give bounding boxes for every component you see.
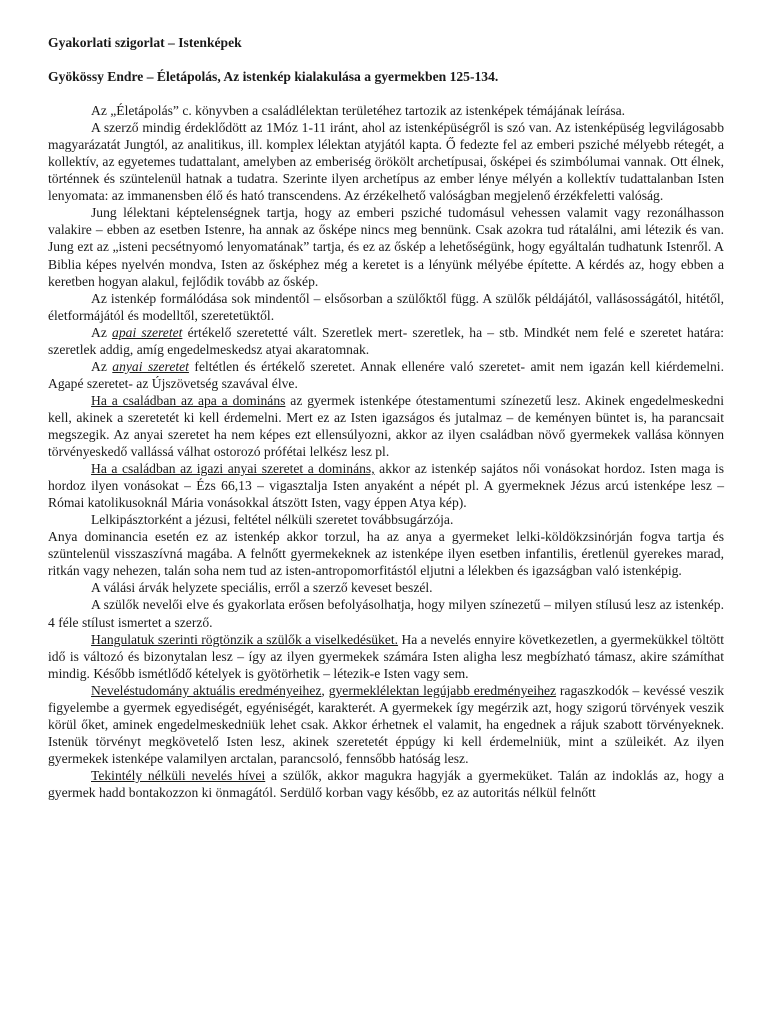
underlined-term: Ha a családban az apa a domináns bbox=[91, 392, 286, 408]
paragraph-father-love bbox=[48, 324, 724, 358]
text: a szülők, akkor magukra hagyják a gyermeküket. Talán az indoklás az, hogy a gyermek hadd bontakozzon ki önmagától. Serdülő korban vagy később, ez az autoritás nélkül felnőtt bbox=[48, 767, 724, 800]
paragraph-style-permissive bbox=[48, 767, 724, 801]
underlined-term: anyai szeretet bbox=[112, 358, 189, 374]
underlined-term: Tekintély nélküli nevelés hívei bbox=[91, 767, 266, 783]
paragraph-mother-dominant bbox=[48, 460, 724, 511]
paragraph-style-science bbox=[48, 682, 724, 767]
paragraph-styles: A szülők nevelői elve és gyakorlata erősen befolyásolhatja, hogy milyen színezetű – milyen stílusú lesz az istenkép. 4 féle stílust ismertet a szerző. bbox=[48, 597, 724, 630]
paragraph-mother-love bbox=[48, 358, 724, 392]
text: Az bbox=[91, 358, 113, 374]
document-subtitle: Gyökössy Endre – Életápolás, Az istenkép kialakulása a gyermekben 125-134. bbox=[48, 69, 499, 85]
text: értékelő szeretetté vált. Szeretlek mert- szeretlek, ha – stb. Mindkét nem felé e szeretet határa: szeretlek addig, amíg engedelmeskedsz atyai akaratomnak. bbox=[48, 324, 724, 357]
paragraph-parents: Az istenkép formálódása sok mindentől – elsősorban a szülőktől függ. A szülők példájától, vallásosságától, hitétől, életformájától és modelltől, szeretetüktől. bbox=[48, 290, 724, 323]
paragraph-style-mood bbox=[48, 631, 724, 682]
paragraph-intro: Az „Életápolás” c. könyvben a családlélektan területéhez tartozik az istenképek témájának leírása. bbox=[91, 103, 626, 119]
paragraph-jung-imprint: Jung lélektani képtelenségnek tartja, hogy az emberi psziché tudomásul vehessen valamit vagy rezonálhasson valakire – ebben az esetben Istenre, ha annak az ősképe nincs meg bennünk. Csak azokra tud rátalálni, ami létezik és van. Jung ezt az „isteni pecsétnyomó lenyomatának” tartja, és ez az őskép a lehetőségünk, hogy egyáltalán tudhatunk Istenről. A Biblia képes nyelvén mondva, Isten az ősképhez még a keretet is a lényünk mélyébe építette. A kérdés az, hogy ebben a keretben hogyan alakul, fejlődik tovább az őskép. bbox=[48, 205, 724, 289]
text: Ha a nevelés ennyire következetlen, a gyermekükkel töltött idő is változó és bizonytalan lesz – így az ilyen gyermekek számára Isten aligha lesz megbízható támasz, akire számíthat mindig. Később ismétlődő kételyek is gyötörhetik – létezik-e Isten vagy sem. bbox=[48, 631, 724, 681]
spacer bbox=[48, 51, 724, 68]
paragraph-mother-distortion: Anya dominancia esetén ez az istenkép akkor torzul, ha az anya a gyermeket lelki-köldökzsinórján fogva tartja és szüntelenül visszaszívná magába. A felnőtt gyermekeknek az istenképe ilyen esetben infantilis, éretlenül gyerekes marad, ritkán vagy nehezen, talán soha nem tud az isten-antropomorfitástól eljutni a lélekben és igazságban való istenképig. bbox=[48, 529, 724, 579]
text: , bbox=[321, 682, 329, 698]
paragraph-pastor: Lelkipásztorként a jézusi, feltétel nélküli szeretet továbbsugárzója. bbox=[91, 512, 454, 528]
text: akkor az istenkép sajátos női vonásokat hordoz. Isten maga is hordoz ilyen vonásokat – Ézs 66,13 – vigasztalja Isten anyaként a népét pl. A gyermeknek Jézus arcú istenképe lesz – Római katolikusoknál Mária vonásokkal átszött Isten, vagy éppen Atya kép). bbox=[48, 461, 724, 511]
underlined-term: Hangulatuk szerinti rögtönzik a szülők a viselkedésüket. bbox=[91, 631, 399, 647]
text: feltétlen és értékelő szeretet. Annak ellenére való szeretet- amit nem igazán kell kiérdemelni. Agapé szeretet- az Újszövetség szavával élve. bbox=[48, 358, 724, 391]
paragraph-father-dominant bbox=[48, 392, 724, 460]
underlined-term: Neveléstudomány aktuális eredményeihez bbox=[91, 682, 322, 698]
text: az gyermek istenképe ótestamentumi színezetű lesz. Akinek engedelmeskedni kell, akinek a szeretetét ki kell érdemelni. Mert ez az Isten igazságos és jutalmaz – de keményen büntet is, ha parancsait megszegik. Az anyai szeretet ha nem képes ezt ellensúlyozni, akkor az ilyen családban növő gyermekek vallása könnyen törvényeskedő vallássá válhat ostorozó prófétai lelkész lesz pl. bbox=[48, 392, 725, 460]
underlined-term: gyermeklélektan legújabb eredményeihez bbox=[328, 682, 557, 698]
underlined-term: Ha a családban az igazi anyai szeretet a domináns, bbox=[91, 461, 375, 477]
text: ragaszkodók – kevéssé veszik figyelembe a gyermek egyediségét, egyéniségét, karakterét. A gyermekek így megérzik azt, hogy szigorú törvények veszik körül őket, aminek engedelmeskedniük lehet csak. Akkor érhetnek el valamit, ha engednek a rájuk szabott törvényeknek. Istenük törvényt megkövetelő Isten lesz, akinek szeretetét éppúgy ki kell érdemelniük, mint a szüleikét. Az ilyen gyermekek istenképe valamilyen arctalan, parancsoló, fennsőbb hatóság lesz. bbox=[48, 682, 724, 766]
document-page bbox=[48, 34, 724, 801]
spacer bbox=[48, 85, 724, 102]
document-title: Gyakorlati szigorlat – Istenképek bbox=[48, 35, 242, 50]
paragraph-divorce: A válási árvák helyzete speciális, erről a szerző keveset beszél. bbox=[91, 580, 433, 596]
underlined-term: apai szeretet bbox=[112, 324, 183, 340]
paragraph-jung-archetype: A szerző mindig érdeklődött az 1Móz 1-11 iránt, ahol az istenképüségről is szó van. Az istenképüség legvilágosabb magyarázatát Jungtól, az analitikus, ill. komplex lélektan atyjától kapta. Ő fedezte fel az emberi psziché mélyebb rétegét, a kollektív, az egyetemes tudattalant, amelyben az emberiség örökölt archetípusai, ősképei és szimbólumai vannak. Ott élnek, történnek és szüntelenül hatnak a tudatra. Szerinte ilyen archetípus az ember lénye mélyén a kollektív tudattalanban Isten lenyomata: az immanensben élő és ható transcendens. Az érzékelhető valóságban megjelenő érzékfeletti valóság. bbox=[48, 120, 724, 204]
text: Az bbox=[91, 324, 113, 340]
